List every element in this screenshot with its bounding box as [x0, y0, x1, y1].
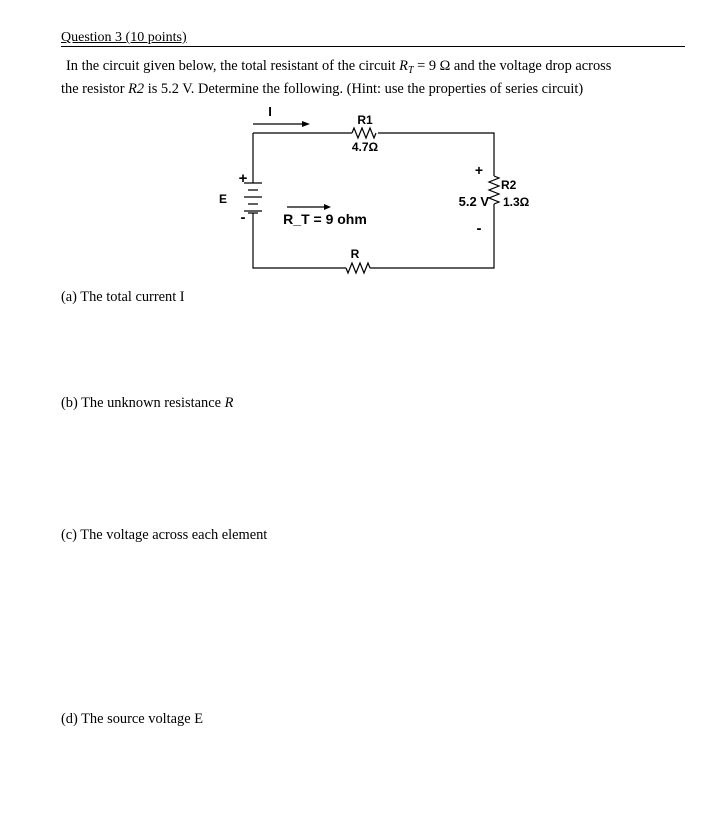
battery-source	[244, 183, 262, 213]
current-arrow-head	[302, 121, 310, 127]
question-line-2: the resistor R2 is 5.2 V. Determine the following. (Hint: use the properties of series circuit)	[61, 81, 584, 97]
part-a: (a) The total current I	[61, 289, 185, 305]
resistor-r	[346, 263, 370, 273]
source-label: E	[218, 192, 228, 206]
r2-symbol: R2	[128, 81, 145, 97]
r1-value: 4.7Ω	[351, 140, 379, 154]
rt-symbol: R	[399, 58, 408, 74]
source-plus: +	[238, 170, 248, 187]
resistor-r2	[489, 176, 499, 204]
r2-plus: +	[474, 162, 484, 178]
current-label: I	[268, 104, 272, 119]
part-c: (c) The voltage across each element	[61, 527, 268, 543]
r2-value: 1.3Ω	[503, 195, 530, 209]
rt-label: R_T = 9 ohm	[283, 211, 367, 227]
circuit-diagram	[0, 0, 713, 300]
r2-label: R2	[501, 178, 517, 192]
r2-minus: -	[476, 220, 482, 237]
part-b-variable: R	[224, 395, 234, 411]
r1-label: R1	[357, 113, 373, 127]
r-label: R	[350, 247, 360, 261]
rt-arrow-head	[324, 204, 331, 210]
r2-voltage: 5.2 V	[458, 194, 489, 209]
source-minus: -	[240, 209, 246, 226]
question-title: Question 3 (10 points)	[61, 30, 187, 45]
part-b: (b) The unknown resistance R	[61, 395, 234, 411]
resistor-r1	[352, 128, 376, 138]
question-line-1: In the circuit given below, the total resistant of the circuit $R_T = 9$ Ω and the voltage drop across	[66, 58, 612, 76]
part-d: (d) The source voltage E	[61, 711, 203, 727]
rt-subscript: T	[407, 65, 414, 76]
wire-right-lower	[370, 204, 494, 268]
